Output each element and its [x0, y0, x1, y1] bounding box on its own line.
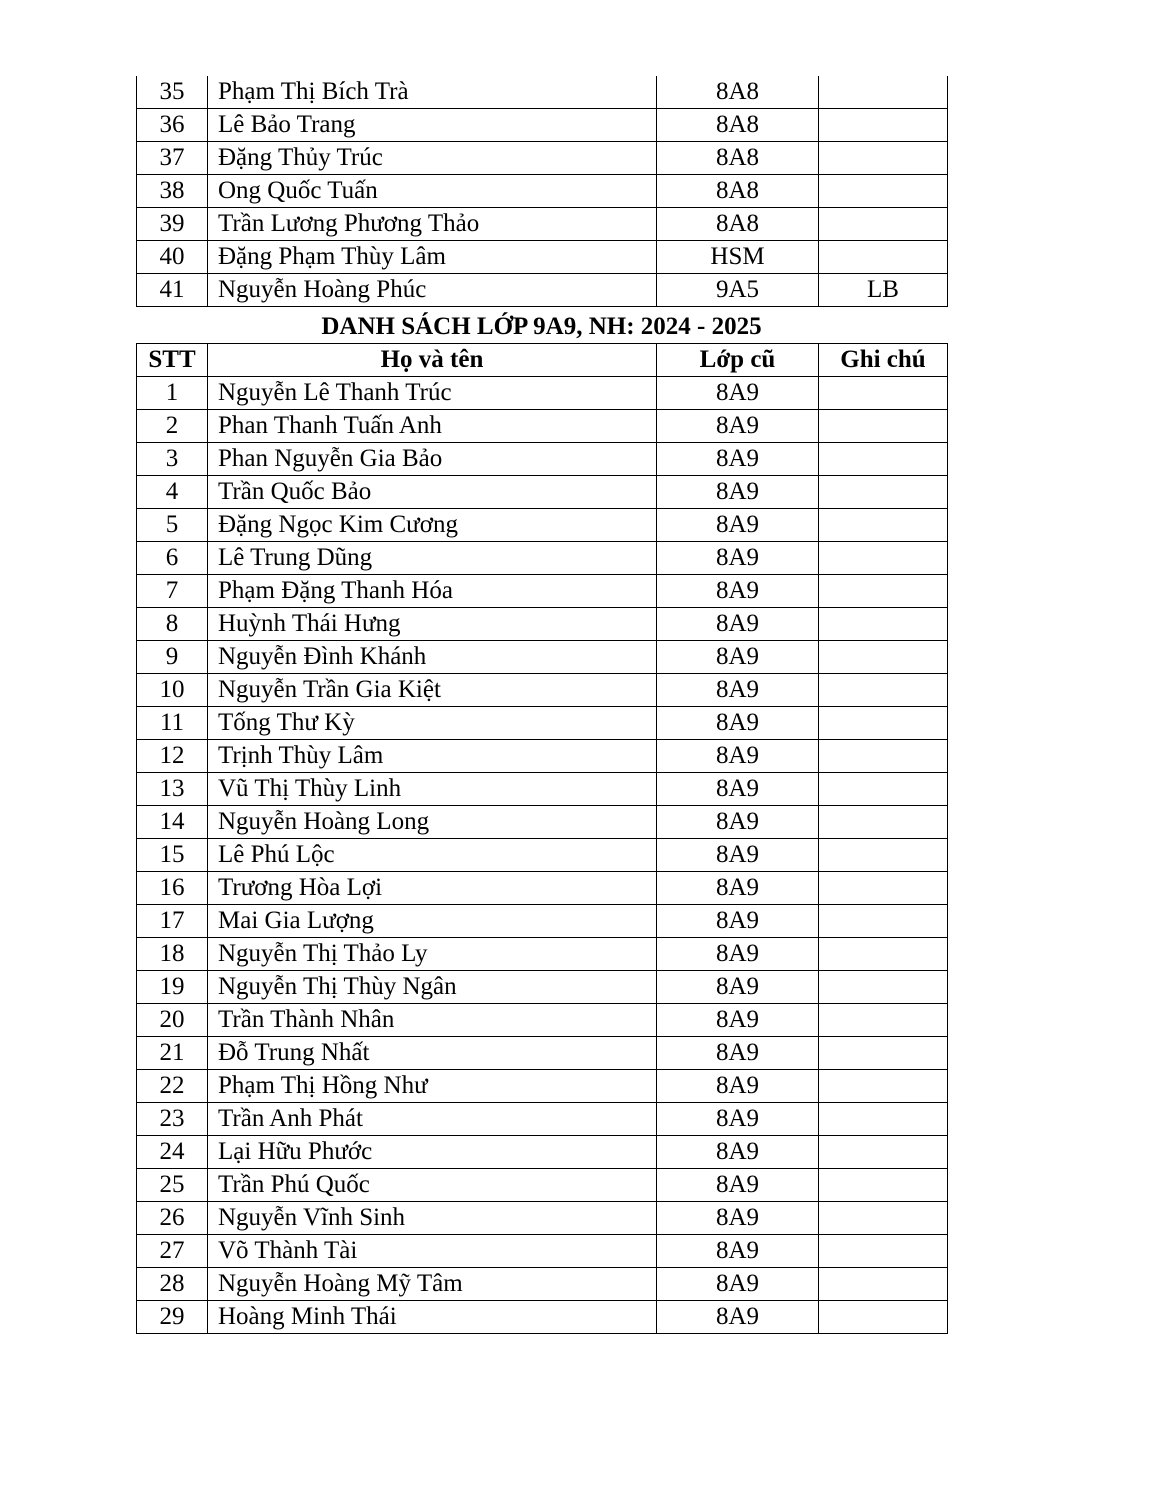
cell-name: Nguyễn Lê Thanh Trúc: [208, 377, 657, 410]
table-row: [137, 740, 948, 773]
table-row: [137, 1136, 948, 1169]
cell-old-class: 8A8: [657, 208, 819, 241]
cell-old-class: 8A9: [657, 476, 819, 509]
table-row: [137, 971, 948, 1004]
cell-old-class: 8A9: [657, 1268, 819, 1301]
header-note: Ghi chú: [819, 344, 948, 377]
cell-name: Lê Phú Lộc: [208, 839, 657, 872]
cell-stt: 24: [137, 1136, 208, 1169]
table-row: [137, 274, 948, 307]
table-row: [137, 674, 948, 707]
table-row: [137, 806, 948, 839]
table-row: [137, 76, 948, 109]
cell-note: [819, 773, 948, 806]
cell-name: Phan Nguyễn Gia Bảo: [208, 443, 657, 476]
cell-name: Nguyễn Thị Thùy Ngân: [208, 971, 657, 1004]
table-row: [137, 241, 948, 274]
cell-name: Trịnh Thùy Lâm: [208, 740, 657, 773]
cell-note: [819, 839, 948, 872]
cell-name: Tống Thư Kỳ: [208, 707, 657, 740]
table-row: [137, 1301, 948, 1334]
table-row: [137, 872, 948, 905]
cell-old-class: 8A9: [657, 1004, 819, 1037]
cell-stt: 21: [137, 1037, 208, 1070]
cell-stt: 16: [137, 872, 208, 905]
cell-stt: 19: [137, 971, 208, 1004]
header-stt: STT: [137, 344, 208, 377]
cell-note: [819, 241, 948, 274]
cell-name: Nguyễn Thị Thảo Ly: [208, 938, 657, 971]
cell-stt: 36: [137, 109, 208, 142]
cell-stt: 20: [137, 1004, 208, 1037]
cell-old-class: 8A9: [657, 674, 819, 707]
cell-old-class: 8A9: [657, 377, 819, 410]
cell-old-class: 8A9: [657, 839, 819, 872]
cell-stt: 18: [137, 938, 208, 971]
table-row: [137, 509, 948, 542]
cell-name: Mai Gia Lượng: [208, 905, 657, 938]
cell-note: [819, 109, 948, 142]
cell-stt: 17: [137, 905, 208, 938]
cell-note: [819, 1169, 948, 1202]
table-row: [137, 208, 948, 241]
table-row: [137, 109, 948, 142]
cell-note: [819, 142, 948, 175]
cell-note: [819, 410, 948, 443]
cell-name: Nguyễn Đình Khánh: [208, 641, 657, 674]
table-row: [137, 773, 948, 806]
cell-note: [819, 377, 948, 410]
cell-old-class: 8A9: [657, 971, 819, 1004]
cell-stt: 35: [137, 76, 208, 109]
cell-name: Nguyễn Vĩnh Sinh: [208, 1202, 657, 1235]
table-row: [137, 476, 948, 509]
cell-stt: 27: [137, 1235, 208, 1268]
cell-note: [819, 905, 948, 938]
class-list-title: DANH SÁCH LỚP 9A9, NH: 2024 - 2025: [321, 313, 762, 340]
cell-name: Hoàng Minh Thái: [208, 1301, 657, 1334]
table-row: [137, 1235, 948, 1268]
cell-note: [819, 575, 948, 608]
cell-old-class: 8A9: [657, 905, 819, 938]
cell-note: [819, 872, 948, 905]
cell-old-class: 8A9: [657, 740, 819, 773]
table-row: [137, 175, 948, 208]
table-row: [137, 575, 948, 608]
cell-name: Lê Bảo Trang: [208, 109, 657, 142]
cell-note: [819, 740, 948, 773]
cell-stt: 29: [137, 1301, 208, 1334]
cell-old-class: 8A9: [657, 1103, 819, 1136]
cell-old-class: 8A9: [657, 641, 819, 674]
table-row: [137, 1202, 948, 1235]
cell-note: [819, 509, 948, 542]
cell-name: Vũ Thị Thùy Linh: [208, 773, 657, 806]
cell-name: Nguyễn Hoàng Long: [208, 806, 657, 839]
cell-stt: 13: [137, 773, 208, 806]
class-9a9-table: [136, 343, 948, 1334]
table-row: [137, 1004, 948, 1037]
cell-name: Ong Quốc Tuấn: [208, 175, 657, 208]
cell-stt: 12: [137, 740, 208, 773]
cell-stt: 5: [137, 509, 208, 542]
cell-name: Trần Anh Phát: [208, 1103, 657, 1136]
cell-note: LB: [819, 274, 948, 307]
cell-name: Lại Hữu Phước: [208, 1136, 657, 1169]
cell-note: [819, 938, 948, 971]
table-row: [137, 542, 948, 575]
cell-old-class: 8A9: [657, 575, 819, 608]
cell-old-class: 8A8: [657, 76, 819, 109]
cell-old-class: 8A9: [657, 608, 819, 641]
cell-name: Nguyễn Trần Gia Kiệt: [208, 674, 657, 707]
cell-note: [819, 1301, 948, 1334]
cell-note: [819, 1070, 948, 1103]
cell-note: [819, 971, 948, 1004]
table-row: [137, 377, 948, 410]
cell-old-class: 8A9: [657, 806, 819, 839]
cell-stt: 8: [137, 608, 208, 641]
cell-name: Lê Trung Dũng: [208, 542, 657, 575]
table-row: [137, 1070, 948, 1103]
cell-note: [819, 1103, 948, 1136]
table-header-row: [137, 344, 948, 377]
cell-note: [819, 707, 948, 740]
cell-stt: 6: [137, 542, 208, 575]
cell-note: [819, 208, 948, 241]
cell-old-class: 8A8: [657, 175, 819, 208]
cell-note: [819, 175, 948, 208]
cell-old-class: 8A9: [657, 1037, 819, 1070]
cell-note: [819, 1202, 948, 1235]
cell-stt: 22: [137, 1070, 208, 1103]
cell-old-class: 8A8: [657, 109, 819, 142]
cell-note: [819, 1136, 948, 1169]
cell-stt: 11: [137, 707, 208, 740]
class-9a9-table-body: [137, 377, 948, 1334]
cell-note: [819, 1037, 948, 1070]
cell-old-class: 8A9: [657, 773, 819, 806]
cell-stt: 15: [137, 839, 208, 872]
cell-note: [819, 476, 948, 509]
cell-name: Trần Lương Phương Thảo: [208, 208, 657, 241]
table-row: [137, 707, 948, 740]
cell-old-class: 9A5: [657, 274, 819, 307]
cell-note: [819, 1004, 948, 1037]
table-row: [137, 1169, 948, 1202]
cell-name: Huỳnh Thái Hưng: [208, 608, 657, 641]
cell-old-class: 8A9: [657, 1136, 819, 1169]
cell-stt: 28: [137, 1268, 208, 1301]
cell-note: [819, 1235, 948, 1268]
table-row: [137, 608, 948, 641]
cell-name: Phan Thanh Tuấn Anh: [208, 410, 657, 443]
cell-old-class: 8A9: [657, 1202, 819, 1235]
cell-note: [819, 674, 948, 707]
table-row: [137, 1268, 948, 1301]
table-row: [137, 905, 948, 938]
table-row: [137, 443, 948, 476]
cell-old-class: 8A9: [657, 1301, 819, 1334]
cell-stt: 14: [137, 806, 208, 839]
cell-stt: 3: [137, 443, 208, 476]
cell-stt: 39: [137, 208, 208, 241]
cell-stt: 37: [137, 142, 208, 175]
header-old-class: Lớp cũ: [657, 344, 819, 377]
cell-name: Phạm Thị Bích Trà: [208, 76, 657, 109]
cell-old-class: 8A9: [657, 1235, 819, 1268]
table-row: [137, 1037, 948, 1070]
cell-old-class: 8A9: [657, 872, 819, 905]
cell-name: Phạm Đặng Thanh Hóa: [208, 575, 657, 608]
cell-note: [819, 542, 948, 575]
cell-stt: 26: [137, 1202, 208, 1235]
cell-old-class: 8A9: [657, 542, 819, 575]
table-row: [137, 641, 948, 674]
cell-name: Đỗ Trung Nhất: [208, 1037, 657, 1070]
cell-stt: 10: [137, 674, 208, 707]
table-row: [137, 938, 948, 971]
cell-name: Đặng Thủy Trúc: [208, 142, 657, 175]
cell-stt: 40: [137, 241, 208, 274]
table-row: [137, 410, 948, 443]
cell-stt: 38: [137, 175, 208, 208]
cell-note: [819, 806, 948, 839]
cell-old-class: 8A9: [657, 1169, 819, 1202]
cell-stt: 25: [137, 1169, 208, 1202]
cell-stt: 9: [137, 641, 208, 674]
cell-name: Phạm Thị Hồng Như: [208, 1070, 657, 1103]
cell-stt: 1: [137, 377, 208, 410]
cell-note: [819, 1268, 948, 1301]
cell-stt: 2: [137, 410, 208, 443]
cell-name: Đặng Ngọc Kim Cương: [208, 509, 657, 542]
cell-name: Đặng Phạm Thùy Lâm: [208, 241, 657, 274]
cell-note: [819, 76, 948, 109]
cell-name: Võ Thành Tài: [208, 1235, 657, 1268]
cell-name: Trần Thành Nhân: [208, 1004, 657, 1037]
cell-old-class: 8A9: [657, 443, 819, 476]
cell-stt: 4: [137, 476, 208, 509]
cell-name: Trần Phú Quốc: [208, 1169, 657, 1202]
cell-old-class: 8A9: [657, 1070, 819, 1103]
table-row: [137, 839, 948, 872]
cell-stt: 7: [137, 575, 208, 608]
cell-stt: 23: [137, 1103, 208, 1136]
table-row: [137, 1103, 948, 1136]
cell-old-class: HSM: [657, 241, 819, 274]
cell-old-class: 8A9: [657, 509, 819, 542]
previous-class-table-body: [137, 76, 948, 307]
cell-name: Trần Quốc Bảo: [208, 476, 657, 509]
cell-old-class: 8A8: [657, 142, 819, 175]
cell-note: [819, 443, 948, 476]
previous-class-table-continuation: [136, 76, 948, 307]
header-name: Họ và tên: [208, 344, 657, 377]
table-row: [137, 142, 948, 175]
cell-old-class: 8A9: [657, 707, 819, 740]
cell-note: [819, 608, 948, 641]
cell-note: [819, 641, 948, 674]
cell-stt: 41: [137, 274, 208, 307]
cell-name: Nguyễn Hoàng Mỹ Tâm: [208, 1268, 657, 1301]
cell-name: Trương Hòa Lợi: [208, 872, 657, 905]
cell-old-class: 8A9: [657, 410, 819, 443]
cell-old-class: 8A9: [657, 938, 819, 971]
cell-name: Nguyễn Hoàng Phúc: [208, 274, 657, 307]
